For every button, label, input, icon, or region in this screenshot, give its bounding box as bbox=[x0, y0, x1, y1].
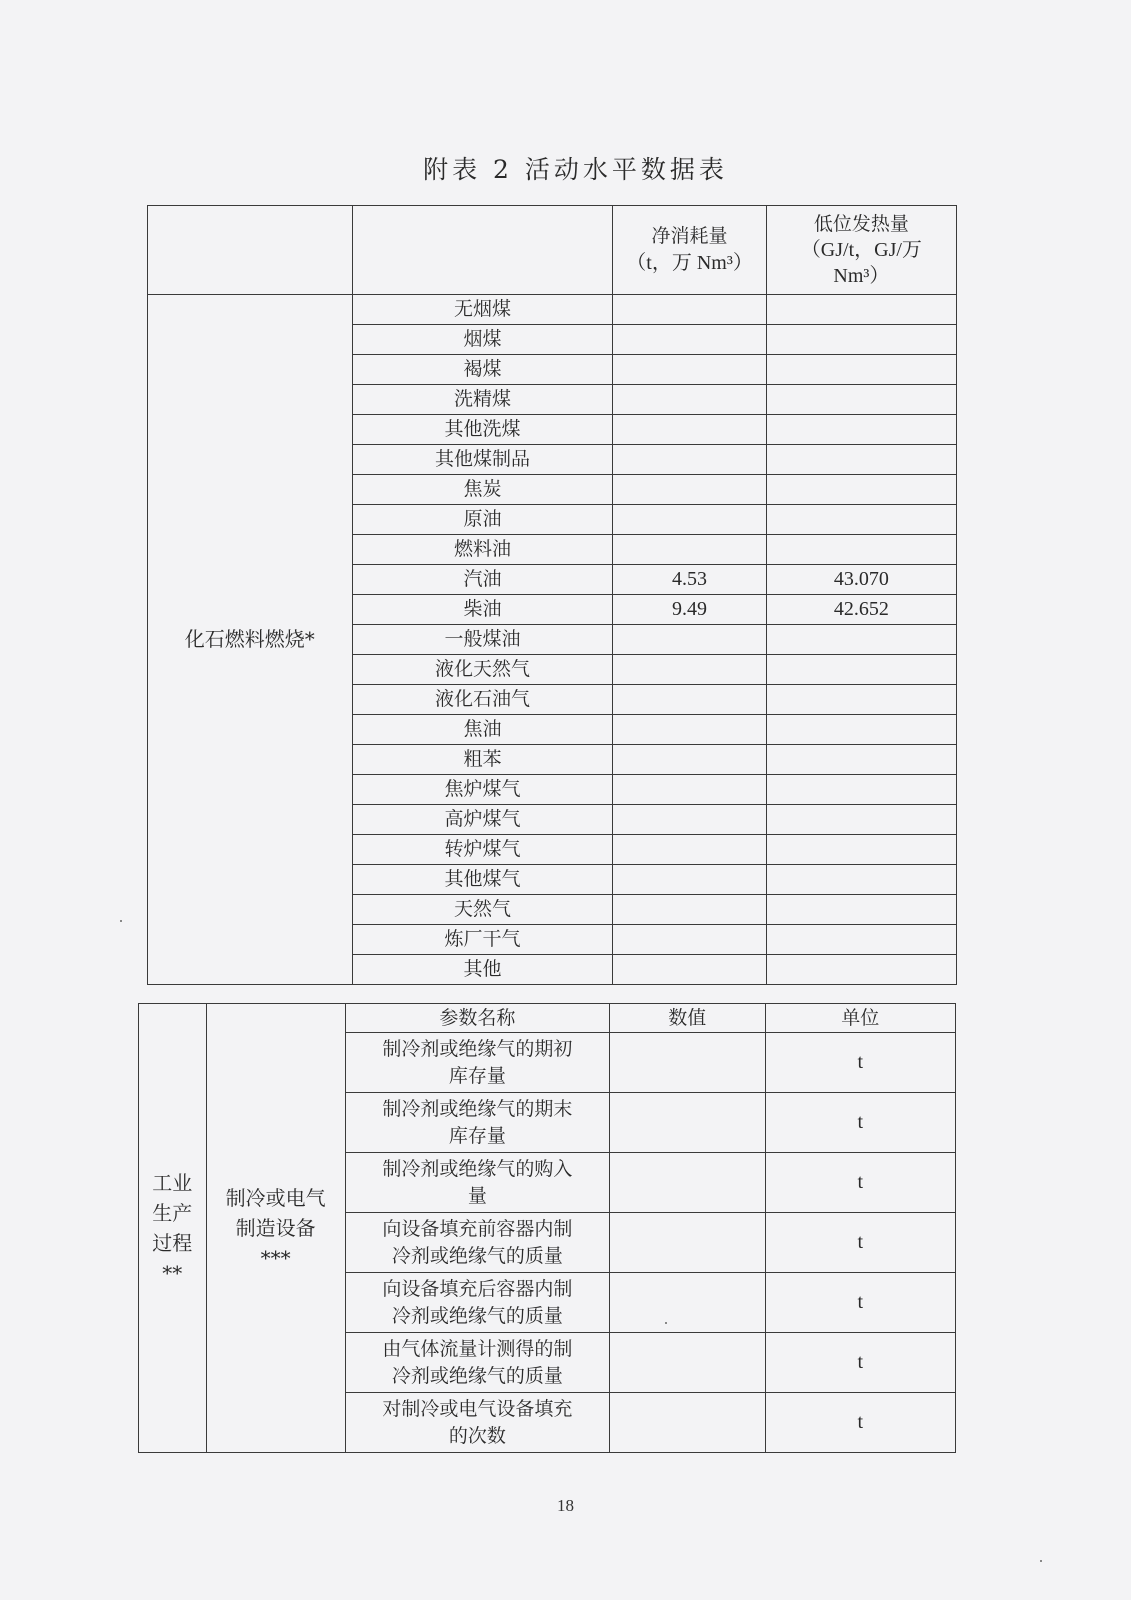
fuel-name: 炼厂干气 bbox=[352, 925, 613, 955]
fuel-name: 天然气 bbox=[352, 895, 613, 925]
fuel-name: 原油 bbox=[352, 505, 613, 535]
fuel-name: 液化天然气 bbox=[352, 655, 613, 685]
fuel-name: 烟煤 bbox=[352, 325, 613, 355]
fuel-name: 柴油 bbox=[352, 595, 613, 625]
fuel-consumption bbox=[613, 715, 766, 745]
param-name bbox=[345, 1033, 609, 1093]
fuel-heat-value bbox=[766, 625, 956, 655]
page-number: 18 bbox=[557, 1496, 574, 1515]
header-heat-unit-1: （GJ/t，GJ/万 bbox=[800, 239, 922, 261]
fuel-heat-value bbox=[766, 505, 956, 535]
param-name-line1: 制冷剂或绝缘气的期初 bbox=[382, 1037, 573, 1060]
param-value-header: 数值 bbox=[609, 1004, 765, 1033]
fuel-heat-value bbox=[766, 835, 956, 865]
fuel-heat-value: 43.070 bbox=[766, 565, 956, 595]
param-name-line1: 向设备填充后容器内制 bbox=[382, 1277, 573, 1300]
fuel-name: 其他洗煤 bbox=[352, 415, 613, 445]
fuel-heat-value bbox=[766, 895, 956, 925]
param-name-line2: 冷剂或绝缘气的质量 bbox=[391, 1304, 563, 1327]
param-name bbox=[345, 1153, 609, 1213]
fuel-heat-value bbox=[766, 385, 956, 415]
fuel-name: 汽油 bbox=[352, 565, 613, 595]
fuel-consumption bbox=[613, 445, 766, 475]
param-unit: t bbox=[765, 1273, 955, 1333]
fuel-consumption bbox=[613, 895, 766, 925]
scan-speck bbox=[665, 1322, 667, 1324]
fuel-name: 其他煤气 bbox=[352, 865, 613, 895]
fuel-consumption: 9.49 bbox=[613, 595, 766, 625]
header-consumption bbox=[613, 206, 766, 295]
header-heat-label: 低位发热量 bbox=[813, 213, 909, 235]
param-unit: t bbox=[765, 1393, 955, 1453]
subcategory-line: *** bbox=[260, 1246, 291, 1270]
fuel-consumption bbox=[613, 625, 766, 655]
industrial-process-table bbox=[138, 1003, 956, 1453]
param-value bbox=[609, 1333, 765, 1393]
fuel-name: 粗苯 bbox=[352, 745, 613, 775]
fuel-name: 其他 bbox=[352, 955, 613, 985]
fuel-heat-value bbox=[766, 685, 956, 715]
header-consumption-unit: （t，万 Nm³） bbox=[626, 252, 753, 274]
fuel-consumption bbox=[613, 775, 766, 805]
fuel-name: 无烟煤 bbox=[352, 295, 613, 325]
fuel-name: 焦油 bbox=[352, 715, 613, 745]
param-value bbox=[609, 1273, 765, 1333]
header-empty-cell bbox=[148, 206, 353, 295]
param-value bbox=[609, 1153, 765, 1213]
fuel-consumption bbox=[613, 415, 766, 445]
fuel-consumption bbox=[613, 655, 766, 685]
fuel-name: 高炉煤气 bbox=[352, 805, 613, 835]
fuel-heat-value bbox=[766, 295, 956, 325]
fuel-consumption bbox=[613, 325, 766, 355]
fuel-name: 转炉煤气 bbox=[352, 835, 613, 865]
param-value bbox=[609, 1093, 765, 1153]
fuel-heat-value bbox=[766, 475, 956, 505]
fuel-heat-value bbox=[766, 355, 956, 385]
fuel-heat-value bbox=[766, 445, 956, 475]
fuel-name: 焦炭 bbox=[352, 475, 613, 505]
subcategory-line: 制造设备 bbox=[235, 1216, 316, 1240]
fuel-consumption bbox=[613, 475, 766, 505]
fuel-heat-value bbox=[766, 805, 956, 835]
fuel-category-cell: 化石燃料燃烧* bbox=[148, 295, 353, 985]
fuel-heat-value: 42.652 bbox=[766, 595, 956, 625]
fuel-consumption: 4.53 bbox=[613, 565, 766, 595]
param-unit: t bbox=[765, 1153, 955, 1213]
fuel-consumption bbox=[613, 865, 766, 895]
param-name-line2: 库存量 bbox=[448, 1064, 506, 1087]
fuel-consumption bbox=[613, 505, 766, 535]
fuel-heat-value bbox=[766, 655, 956, 685]
fuel-heat-value bbox=[766, 925, 956, 955]
fuel-consumption bbox=[613, 955, 766, 985]
header-heat-value bbox=[766, 206, 956, 295]
fuel-heat-value bbox=[766, 865, 956, 895]
param-name bbox=[345, 1273, 609, 1333]
header-heat-unit-2: Nm³） bbox=[833, 265, 890, 287]
param-name-line1: 向设备填充前容器内制 bbox=[382, 1217, 573, 1240]
param-name-line2: 量 bbox=[467, 1184, 487, 1207]
table-title: 附表 2 活动水平数据表 bbox=[423, 155, 728, 184]
fuel-row bbox=[148, 295, 957, 325]
fuel-heat-value bbox=[766, 535, 956, 565]
fuel-name: 其他煤制品 bbox=[352, 445, 613, 475]
fuel-consumption bbox=[613, 355, 766, 385]
fuel-heat-value bbox=[766, 715, 956, 745]
param-name-line1: 对制冷或电气设备填充 bbox=[382, 1397, 573, 1420]
fuel-consumption bbox=[613, 385, 766, 415]
fuel-heat-value bbox=[766, 745, 956, 775]
fuel-heat-value bbox=[766, 955, 956, 985]
param-name-header: 参数名称 bbox=[345, 1004, 609, 1033]
fuel-combustion-table bbox=[147, 205, 957, 985]
param-header-row bbox=[139, 1004, 956, 1033]
fuel-consumption bbox=[613, 745, 766, 775]
param-unit: t bbox=[765, 1093, 955, 1153]
equipment-subcategory-cell bbox=[206, 1004, 345, 1453]
scan-speck bbox=[1040, 1560, 1042, 1562]
param-name bbox=[345, 1333, 609, 1393]
fuel-consumption bbox=[613, 925, 766, 955]
param-name bbox=[345, 1213, 609, 1273]
scan-speck bbox=[120, 920, 122, 922]
industrial-category-cell bbox=[139, 1004, 207, 1453]
fuel-name: 褐煤 bbox=[352, 355, 613, 385]
fuel-consumption bbox=[613, 805, 766, 835]
fuel-name: 液化石油气 bbox=[352, 685, 613, 715]
param-value bbox=[609, 1213, 765, 1273]
param-name-line2: 库存量 bbox=[448, 1124, 506, 1147]
fuel-consumption bbox=[613, 535, 766, 565]
fuel-heat-value bbox=[766, 325, 956, 355]
fuel-heat-value bbox=[766, 775, 956, 805]
param-name-line2: 冷剂或绝缘气的质量 bbox=[391, 1364, 563, 1387]
param-name bbox=[345, 1393, 609, 1453]
fuel-heat-value bbox=[766, 415, 956, 445]
fuel-name: 洗精煤 bbox=[352, 385, 613, 415]
fuel-consumption bbox=[613, 835, 766, 865]
param-name-line1: 由气体流量计测得的制 bbox=[382, 1337, 573, 1360]
header-consumption-label: 净消耗量 bbox=[651, 225, 728, 247]
fuel-name: 燃料油 bbox=[352, 535, 613, 565]
param-name bbox=[345, 1093, 609, 1153]
fuel-name: 焦炉煤气 bbox=[352, 775, 613, 805]
category-line: ** bbox=[162, 1261, 183, 1285]
param-name-line1: 制冷剂或绝缘气的购入 bbox=[382, 1157, 573, 1180]
param-unit: t bbox=[765, 1333, 955, 1393]
table-header-row bbox=[148, 206, 957, 295]
param-value bbox=[609, 1033, 765, 1093]
subcategory-line: 制冷或电气 bbox=[225, 1186, 326, 1210]
param-name-line2: 冷剂或绝缘气的质量 bbox=[391, 1244, 563, 1267]
fuel-consumption bbox=[613, 685, 766, 715]
category-line: 生产 bbox=[152, 1201, 193, 1225]
category-line: 工业 bbox=[152, 1171, 193, 1195]
param-unit-header: 单位 bbox=[765, 1004, 955, 1033]
param-unit: t bbox=[765, 1213, 955, 1273]
param-unit: t bbox=[765, 1033, 955, 1093]
fuel-name: 一般煤油 bbox=[352, 625, 613, 655]
category-line: 过程 bbox=[152, 1231, 193, 1255]
fuel-consumption bbox=[613, 295, 766, 325]
param-name-line1: 制冷剂或绝缘气的期末 bbox=[382, 1097, 573, 1120]
param-value bbox=[609, 1393, 765, 1453]
param-name-line2: 的次数 bbox=[448, 1424, 506, 1447]
header-empty-cell bbox=[352, 206, 613, 295]
